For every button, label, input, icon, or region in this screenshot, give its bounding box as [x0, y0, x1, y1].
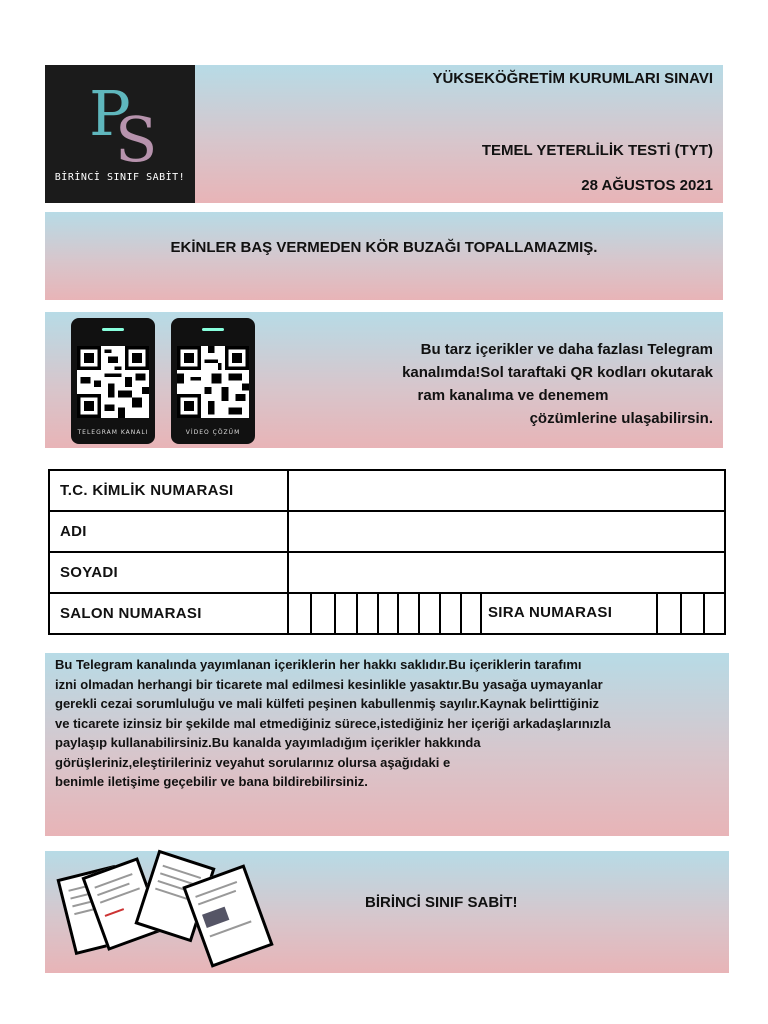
qr-text-line: kanalımda!Sol taraftaki QR kodları okutarak — [402, 364, 713, 381]
form-row-surname — [50, 553, 724, 594]
phone-video — [171, 318, 255, 444]
phone-speaker-icon — [102, 328, 124, 331]
sira-digit-cell — [656, 594, 658, 633]
qr-text-line: Bu tarz içerikler ve daha fazlası Telegram — [420, 341, 713, 358]
footer-motto: BİRİNCİ SINIF SABİT! — [365, 894, 518, 911]
row-divider — [287, 512, 289, 551]
proverb-banner — [45, 212, 723, 300]
notice-line: izni olmadan herhangi bir ticarete mal edilmesi kesinlikle yasaktır.Bu yasağa uymayanlar — [55, 676, 603, 692]
qr-code-icon[interactable] — [77, 346, 149, 418]
salon-digit-cell — [310, 594, 312, 633]
notice-line: görüşleriniz,eleştirileriniz veyahut sorularınız olursa aşağıdaki e — [55, 754, 451, 770]
salon-digit-cell — [397, 594, 399, 633]
salon-digit-cell — [356, 594, 358, 633]
footer-banner — [45, 851, 729, 973]
tc-label: T.C. KİMLİK NUMARASI — [60, 482, 234, 499]
salon-label: SALON NUMARASI — [60, 605, 202, 622]
salon-digit-cell — [377, 594, 379, 633]
form-row-tc — [50, 471, 724, 512]
form-row-salon — [50, 594, 724, 633]
exam-date: 28 AĞUSTOS 2021 — [581, 177, 713, 194]
test-name: TEMEL YETERLİLİK TESTİ (TYT) — [481, 142, 713, 159]
surname-label: SOYADI — [60, 564, 118, 581]
phone-speaker-icon — [202, 328, 224, 331]
salon-digit-cell — [418, 594, 420, 633]
candidate-form — [48, 469, 726, 635]
sira-digit-cell — [703, 594, 705, 633]
logo — [45, 65, 195, 203]
row-divider — [287, 594, 289, 633]
logo-letter-s: S — [115, 103, 158, 176]
header-banner — [45, 65, 723, 203]
notice-line: gerekli cezai sorumluluğu ve mali külfeti peşinen kabullenmiş sayılır.Kaynak belirttiğiniz — [55, 696, 600, 711]
salon-digit-cell — [439, 594, 441, 633]
salon-digit-cell — [480, 594, 482, 633]
sira-label: SIRA NUMARASI — [488, 604, 613, 621]
logo-letter-p: P — [89, 77, 131, 150]
qr-text-line: çözümlerine ulaşabilirsin. — [529, 410, 713, 427]
copyright-notice — [45, 653, 729, 836]
notice-text — [55, 655, 725, 792]
notice-line: paylaşıp kullanabilirsiniz.Bu kanalda yayımladığım içerikler hakkında — [55, 735, 481, 750]
phone-label: VİDEO ÇÖZÜM — [185, 429, 241, 436]
logo-tagline: BİRİNCİ SINIF SABİT! — [54, 172, 186, 183]
notice-line: ve ticarete izinsiz bir şekilde mal etmediğiniz sürece,istediğiniz her içeriği arkadaşlarınızla — [55, 715, 611, 731]
qr-text-line: ram kanalıma ve denemem — [417, 387, 609, 404]
exam-name: YÜKSEKÖĞRETİM KURUMLARI SINAVI — [432, 70, 713, 87]
name-label: ADI — [60, 523, 87, 540]
qr-description — [313, 338, 713, 430]
salon-digit-cell — [334, 594, 336, 633]
qr-code-icon[interactable] — [177, 346, 249, 418]
notice-line: benimle iletişime geçebilir ve bana bildirebilirsiniz. — [55, 774, 368, 789]
proverb-text: EKİNLER BAŞ VERMEDEN KÖR BUZAĞI TOPALLAMAZMIŞ. — [170, 238, 598, 256]
phone-telegram — [71, 318, 155, 444]
phone-label: TELEGRAM KANALI — [77, 429, 149, 436]
row-divider — [287, 471, 289, 510]
row-divider — [287, 553, 289, 592]
form-row-name — [50, 512, 724, 553]
notice-line: Bu Telegram kanalında yayımlanan içeriklerin her hakkı saklıdır.Bu içeriklerin tarafımı — [55, 657, 582, 672]
sira-digit-cell — [680, 594, 682, 633]
qr-section — [45, 312, 723, 448]
salon-digit-cell — [460, 594, 462, 633]
